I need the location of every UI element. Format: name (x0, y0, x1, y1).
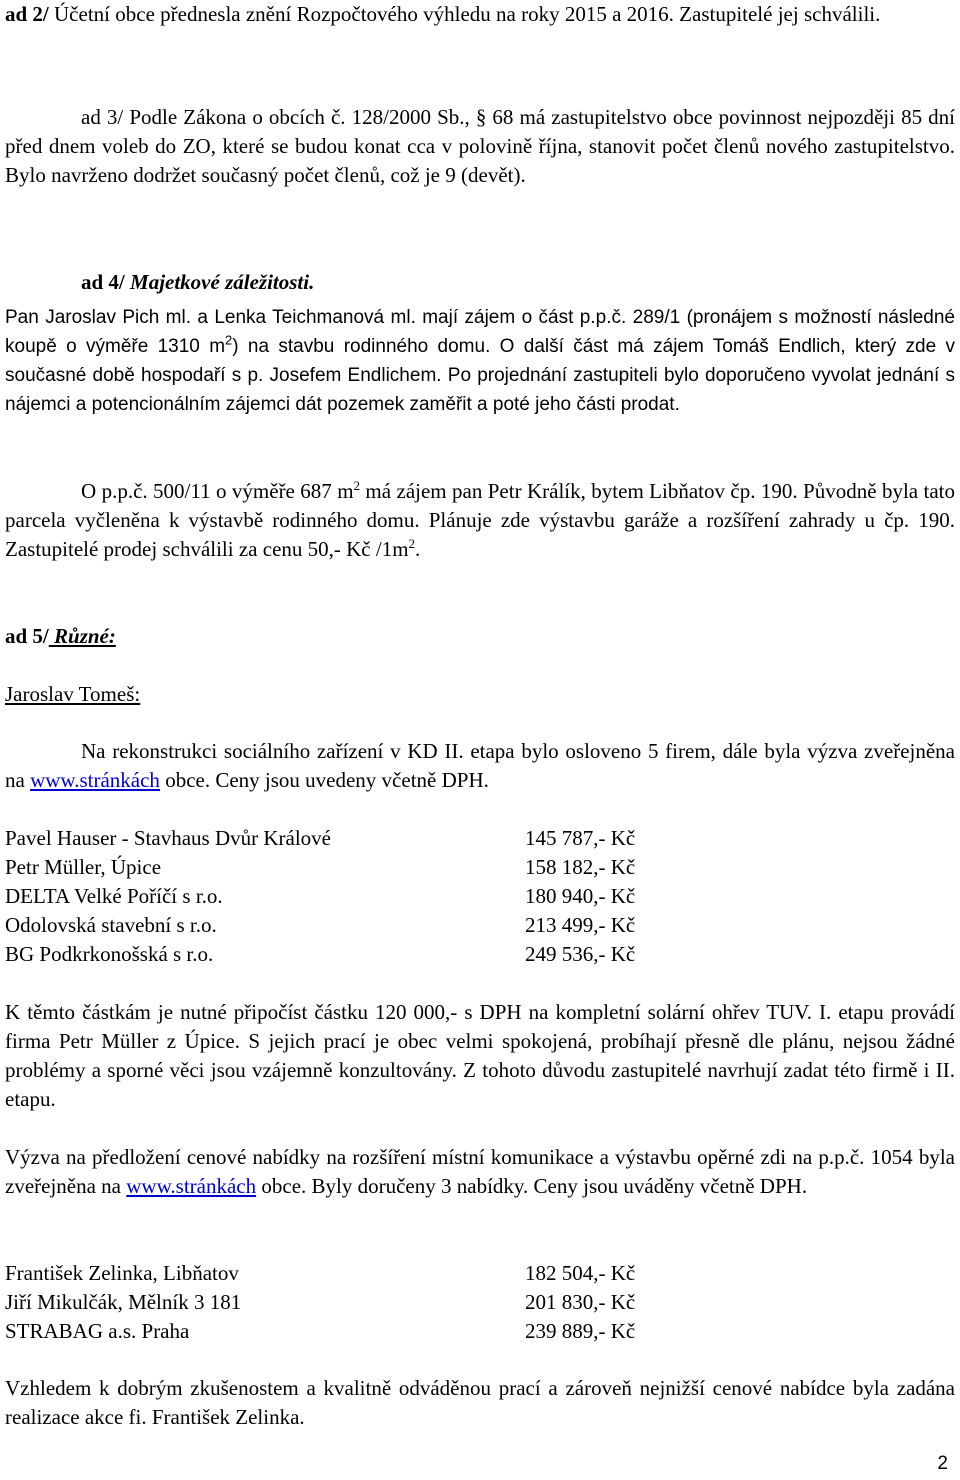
offer-name: Pavel Hauser - Stavhaus Dvůr Králové (5, 826, 331, 850)
ad2-label: ad 2/ (5, 2, 49, 26)
section-ad2 (5, 0, 955, 29)
ad5-title: Různé: (48, 624, 116, 648)
ad5-p1-text-b: obce. Ceny jsou uvedeny včetně DPH. (159, 768, 489, 792)
offer-name: Jiří Mikulčák, Mělník 3 181 (5, 1290, 242, 1314)
ad4-p2-text-b: má zájem pan Petr Králík, bytem Libňatov čp. 190. Původně byla tato parcela vyčleněna k výstavbě rodinného domu. Plánuje zde výstavbu garáže a rozšíření zahrady u čp. 190. Zastupitelé prodej schválili za cenu 50,- Kč /1m (5, 479, 955, 561)
offer-name: DELTA Velké Poříčí s r.o. (5, 884, 223, 908)
offer-price: 201 830,- Kč (525, 1290, 636, 1314)
website-link[interactable]: www.stránkách (30, 768, 160, 792)
ad5-p1-text-a: Na rekonstrukci sociálního zařízení v KD II. etapa bylo osloveno 5 firem, dále byla výzva zveřejněna na (5, 739, 955, 792)
section-ad5-heading (5, 622, 955, 651)
ad4-paragraph-1 (5, 303, 955, 419)
speaker-name (5, 680, 955, 709)
section-ad4-heading (81, 268, 951, 297)
ad4-p2-text-a: O p.p.č. 500/11 o výměře 687 m (81, 479, 354, 503)
offer-price: 182 504,- Kč (525, 1261, 636, 1285)
offer-price: 249 536,- Kč (525, 942, 636, 966)
ad4-title: Majetkové záležitosti. (124, 270, 315, 294)
offer-name: František Zelinka, Libňatov (5, 1261, 239, 1285)
speaker-label: Jaroslav Tomeš: (5, 682, 141, 706)
ad2-text: Účetní obce přednesla znění Rozpočtového výhledu na roky 2015 a 2016. Zastupitelé jej schválili. (48, 2, 881, 26)
ad4-p1-text-a: Pan Jaroslav Pich ml. a Lenka Teichmanová ml. mají zájem o část p.p.č. 289/1 (pronájem s možností následné koupě o výměře 1310 m (5, 307, 955, 357)
ad4-p1-text-b: ) na stavbu rodinného domu. O další část má zájem Tomáš Endlich, který zde v současné době hospodaří s p. Josefem Endlichem. Po projednání zastupiteli bylo doporučeno vyvolat jednání s nájemci a potencionálním zájemci dát pozemek zaměřit a poté jeho části prodat. (5, 336, 955, 415)
offer-price: 180 940,- Kč (525, 884, 636, 908)
offer-price: 239 889,- Kč (525, 1319, 636, 1343)
ad5-paragraph-3 (5, 1143, 955, 1201)
offer-name: BG Podkrkonošská s r.o. (5, 942, 214, 966)
offer-price: 158 182,- Kč (525, 855, 636, 879)
ad5-p3-text-a: Výzva na předložení cenové nabídky na rozšíření místní komunikace a výstavbu opěrné zdi na p.p.č. 1054 byla zveřejněna na (5, 1145, 955, 1198)
ad4-paragraph-2 (5, 477, 955, 564)
offer-price: 213 499,- Kč (525, 913, 636, 937)
offer-price: 145 787,- Kč (525, 826, 636, 850)
ad4-p1-superscript: 2 (225, 332, 233, 348)
ad4-label: ad 4/ (81, 270, 125, 294)
page-number: 2 (937, 1453, 948, 1474)
ad4-p2-end: . (415, 537, 421, 561)
ad5-paragraph-1 (5, 737, 955, 795)
ad5-label: ad 5/ (5, 624, 49, 648)
ad4-p2-superscript: 2 (353, 478, 361, 493)
offer-name: Odolovská stavební s r.o. (5, 913, 217, 937)
section-ad3 (5, 103, 955, 190)
ad4-p2-superscript-2: 2 (408, 536, 416, 551)
ad3-label: ad 3/ (81, 105, 124, 129)
ad5-p3-text-b: obce. Byly doručeny 3 nabídky. Ceny jsou uváděny včetně DPH. (256, 1174, 808, 1198)
ad5-paragraph-2: K těmto částkám je nutné připočíst částku 120 000,- s DPH na kompletní solární ohřev TUV. I. etapu provádí firma Petr Müller z Úpice. S jejich prací je obec velmi spokojená, probíhají přesně dle plánu, nejsou žádné problémy a sporné věci jsou vzájemně konzultovány. Z tohoto důvodu zastupitelé navrhují zadat této firmě i II. etapu. (5, 1000, 955, 1111)
offer-name: STRABAG a.s. Praha (5, 1319, 190, 1343)
ad3-text: Podle Zákona o obcích č. 128/2000 Sb., § 68 má zastupitelstvo obce povinnost nejpozději 85 dní před dnem voleb do ZO, které se budou konat cca v polovině října, stanovit počet členů nového zastupitelstvo. Bylo navrženo dodržet současný počet členů, což je 9 (devět). (5, 105, 955, 187)
ad5-paragraph-4: Vzhledem k dobrým zkušenostem a kvalitně odváděnou prací a zároveň nejnižší cenové nabídce byla zadána realizace akce fi. František Zelinka. (5, 1376, 955, 1429)
offer-name: Petr Müller, Úpice (5, 855, 162, 879)
website-link-2[interactable]: www.stránkách (126, 1174, 257, 1198)
